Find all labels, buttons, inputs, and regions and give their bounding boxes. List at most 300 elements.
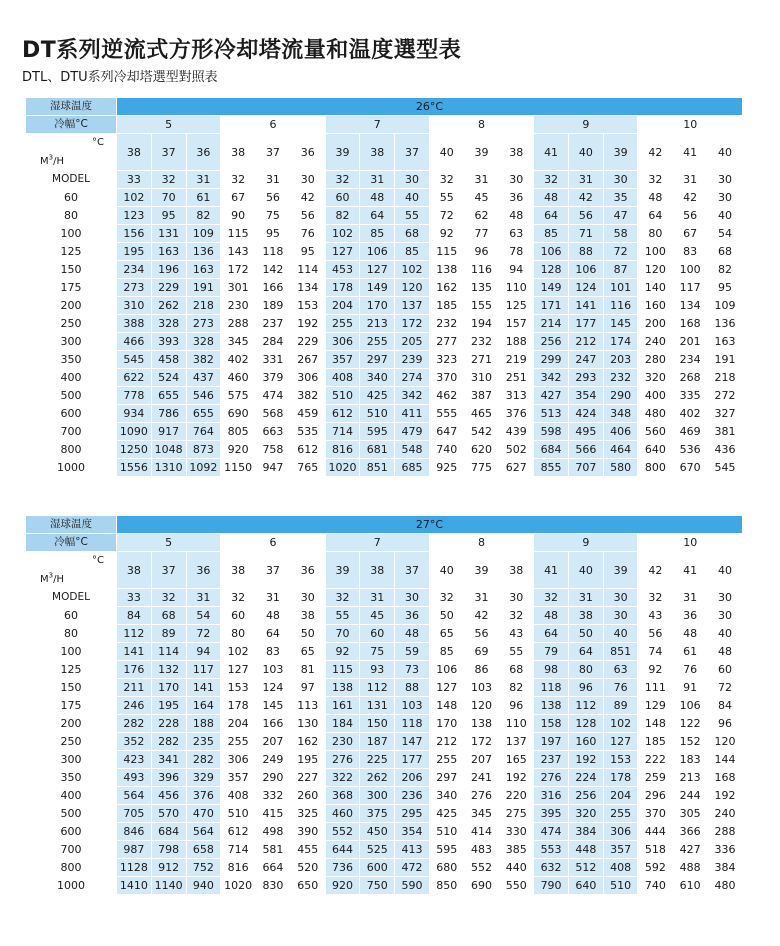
flow-value-cell: 177 (568, 315, 603, 333)
flow-value-cell: 560 (638, 423, 673, 441)
flow-value-cell: 211 (117, 679, 152, 697)
flow-value-cell: 128 (534, 261, 569, 279)
flow-value-cell: 143 (221, 243, 256, 261)
inlet-temp-cell: 40 (708, 134, 743, 171)
range-group: 8 (429, 534, 533, 552)
flow-value-cell: 328 (186, 333, 221, 351)
flow-value-cell: 664 (256, 859, 291, 877)
flow-value-cell: 650 (290, 877, 325, 895)
flow-value-cell: 114 (290, 261, 325, 279)
flow-value-cell: 280 (638, 351, 673, 369)
flow-value-cell: 43 (638, 607, 673, 625)
flow-value-cell: 620 (464, 441, 499, 459)
flow-value-cell: 282 (117, 715, 152, 733)
flow-value-cell: 472 (395, 859, 430, 877)
flow-value-cell: 200 (638, 315, 673, 333)
flow-value-cell: 218 (186, 297, 221, 315)
flow-value-cell: 137 (395, 297, 430, 315)
range-group: 10 (638, 116, 743, 134)
flow-value-cell: 947 (256, 459, 291, 477)
flow-value-cell: 510 (360, 405, 395, 423)
flow-value-cell: 114 (151, 643, 186, 661)
flow-value-cell: 440 (499, 859, 534, 877)
flow-value-cell: 82 (325, 207, 360, 225)
flow-value-cell: 125 (499, 297, 534, 315)
table-row (26, 643, 743, 661)
flow-value-cell: 816 (221, 859, 256, 877)
model-cell: 500 (26, 805, 117, 823)
flow-value-cell: 48 (673, 625, 708, 643)
outlet-temp-cell: 31 (673, 171, 708, 189)
flow-value-cell: 195 (290, 751, 325, 769)
model-cell: 800 (26, 441, 117, 459)
flow-value-cell: 740 (429, 441, 464, 459)
flow-value-cell: 76 (673, 661, 708, 679)
flow-value-cell: 127 (429, 679, 464, 697)
inlet-temp-cell: 39 (325, 134, 360, 171)
flow-value-cell: 455 (290, 841, 325, 859)
flow-value-cell: 48 (360, 189, 395, 207)
flow-value-cell: 262 (360, 769, 395, 787)
flow-value-cell: 379 (256, 369, 291, 387)
flow-unit-cell (26, 552, 117, 589)
flow-value-cell: 162 (290, 733, 325, 751)
flow-value-cell: 750 (360, 877, 395, 895)
flow-value-cell: 310 (464, 369, 499, 387)
flow-value-cell: 73 (395, 661, 430, 679)
flow-value-cell: 48 (499, 207, 534, 225)
model-cell: 125 (26, 661, 117, 679)
flow-value-cell: 78 (499, 243, 534, 261)
flow-value-cell: 68 (151, 607, 186, 625)
flow-value-cell: 45 (464, 189, 499, 207)
flow-value-cell: 188 (186, 715, 221, 733)
flow-value-cell: 232 (464, 333, 499, 351)
flow-value-cell: 48 (708, 643, 743, 661)
flow-value-cell: 681 (360, 441, 395, 459)
flow-value-cell: 149 (534, 279, 569, 297)
table-row (26, 805, 743, 823)
flow-value-cell: 163 (151, 243, 186, 261)
outlet-temp-cell: 32 (534, 589, 569, 607)
flow-value-cell: 177 (395, 751, 430, 769)
flow-value-cell: 64 (534, 625, 569, 643)
flow-value-cell: 124 (568, 279, 603, 297)
flow-value-cell: 469 (673, 423, 708, 441)
flow-value-cell: 385 (499, 841, 534, 859)
flow-value-cell: 518 (638, 841, 673, 859)
flow-value-cell: 219 (499, 351, 534, 369)
flow-value-cell: 131 (360, 697, 395, 715)
flow-value-cell: 92 (638, 661, 673, 679)
flow-value-cell: 765 (290, 459, 325, 477)
flow-value-cell: 450 (360, 823, 395, 841)
flow-value-cell: 95 (290, 243, 325, 261)
flow-value-cell: 117 (673, 279, 708, 297)
flow-value-cell: 213 (360, 315, 395, 333)
flow-value-cell: 354 (395, 823, 430, 841)
flow-value-cell: 116 (603, 297, 638, 315)
flow-value-cell: 273 (186, 315, 221, 333)
flow-value-cell: 40 (708, 207, 743, 225)
flow-value-cell: 30 (708, 607, 743, 625)
flow-value-cell: 69 (464, 643, 499, 661)
flow-value-cell: 88 (395, 679, 430, 697)
flow-value-cell: 106 (360, 243, 395, 261)
flow-value-cell: 94 (186, 643, 221, 661)
flow-value-cell: 851 (603, 643, 638, 661)
outlet-temp-cell: 31 (568, 171, 603, 189)
flow-value-cell: 580 (603, 459, 638, 477)
flow-value-cell: 575 (221, 387, 256, 405)
flow-value-cell: 912 (151, 859, 186, 877)
flow-value-cell: 89 (151, 625, 186, 643)
flow-value-cell: 290 (256, 769, 291, 787)
flow-value-cell: 185 (429, 297, 464, 315)
table-row (26, 243, 743, 261)
table-row (26, 769, 743, 787)
flow-value-cell: 58 (603, 225, 638, 243)
flow-value-cell: 512 (568, 859, 603, 877)
flow-value-cell: 342 (534, 369, 569, 387)
outlet-temp-cell: 33 (117, 171, 152, 189)
table-row (26, 225, 743, 243)
flow-value-cell: 851 (360, 459, 395, 477)
flow-value-cell: 127 (603, 733, 638, 751)
flow-value-cell: 153 (603, 751, 638, 769)
flow-value-cell: 75 (256, 207, 291, 225)
flow-value-cell: 82 (708, 261, 743, 279)
flow-value-cell: 1150 (221, 459, 256, 477)
flow-value-cell: 30 (603, 607, 638, 625)
flow-value-cell: 595 (429, 841, 464, 859)
flow-value-cell: 846 (117, 823, 152, 841)
flow-value-cell: 205 (395, 333, 430, 351)
flow-value-cell: 72 (603, 243, 638, 261)
flow-value-cell: 464 (603, 441, 638, 459)
flow-value-cell: 548 (395, 441, 430, 459)
flow-value-cell: 112 (360, 679, 395, 697)
flow-value-cell: 103 (256, 661, 291, 679)
flow-value-cell: 453 (325, 261, 360, 279)
flow-value-cell: 764 (186, 423, 221, 441)
flow-value-cell: 305 (673, 805, 708, 823)
inlet-temp-cell: 40 (568, 134, 603, 171)
flow-value-cell: 172 (221, 261, 256, 279)
outlet-temp-cell: 31 (256, 589, 291, 607)
flow-value-cell: 222 (638, 751, 673, 769)
flow-value-cell: 752 (186, 859, 221, 877)
flow-value-cell: 284 (256, 333, 291, 351)
table-row (26, 697, 743, 715)
flow-value-cell: 655 (186, 405, 221, 423)
flow-value-cell: 335 (673, 387, 708, 405)
flow-value-cell: 336 (708, 841, 743, 859)
flow-value-cell: 168 (708, 769, 743, 787)
model-cell: 400 (26, 787, 117, 805)
page-title: DT系列逆流式方形冷却塔流量和温度選型表 (22, 38, 462, 63)
flow-value-cell: 82 (186, 207, 221, 225)
flow-value-cell: 172 (464, 733, 499, 751)
flow-value-cell: 474 (534, 823, 569, 841)
inlet-temp-cell: 38 (117, 134, 152, 171)
flow-value-cell: 282 (151, 733, 186, 751)
flow-value-cell: 138 (464, 715, 499, 733)
flow-value-cell: 327 (708, 405, 743, 423)
flow-value-cell: 259 (638, 769, 673, 787)
flow-value-cell: 488 (673, 859, 708, 877)
flow-value-cell: 247 (568, 351, 603, 369)
flow-value-cell: 322 (325, 769, 360, 787)
flow-value-cell: 42 (673, 189, 708, 207)
table-row (26, 751, 743, 769)
flow-value-cell: 237 (256, 315, 291, 333)
wet-bulb-temperature: 27°C (117, 516, 743, 534)
flow-value-cell: 97 (290, 679, 325, 697)
flow-value-cell: 123 (117, 207, 152, 225)
table-row (26, 351, 743, 369)
wet-bulb-label: 湿球温度 (26, 98, 117, 116)
flow-value-cell: 940 (186, 877, 221, 895)
flow-value-cell: 84 (708, 697, 743, 715)
flow-value-cell: 213 (673, 769, 708, 787)
flow-value-cell: 100 (638, 243, 673, 261)
flow-value-cell: 707 (568, 459, 603, 477)
inlet-temp-cell: 41 (673, 134, 708, 171)
outlet-temp-cell: 32 (151, 171, 186, 189)
outlet-temp-cell: 31 (360, 171, 395, 189)
outlet-temp-cell: 31 (186, 589, 221, 607)
flow-value-cell: 102 (325, 225, 360, 243)
flow-value-cell: 109 (708, 297, 743, 315)
flow-value-cell: 138 (325, 679, 360, 697)
header-row-outlet-temps (26, 589, 743, 607)
inlet-temp-cell: 37 (151, 134, 186, 171)
flow-value-cell: 204 (221, 715, 256, 733)
flow-value-cell: 64 (638, 207, 673, 225)
flow-value-cell: 255 (360, 333, 395, 351)
flow-value-cell: 171 (534, 297, 569, 315)
flow-value-cell: 102 (117, 189, 152, 207)
inlet-temp-cell: 41 (673, 552, 708, 589)
flow-value-cell: 778 (117, 387, 152, 405)
flow-value-cell: 249 (256, 751, 291, 769)
model-cell: 800 (26, 859, 117, 877)
flow-value-cell: 241 (464, 769, 499, 787)
flow-value-cell: 553 (534, 841, 569, 859)
flow-value-cell: 568 (256, 405, 291, 423)
flow-value-cell: 153 (290, 297, 325, 315)
table-row (26, 297, 743, 315)
flow-value-cell: 94 (499, 261, 534, 279)
flow-value-cell: 40 (708, 625, 743, 643)
flow-value-cell: 157 (499, 315, 534, 333)
flow-value-cell: 48 (256, 607, 291, 625)
outlet-temp-cell: 32 (429, 589, 464, 607)
flow-value-cell: 80 (221, 625, 256, 643)
flow-value-cell: 142 (256, 261, 291, 279)
flow-value-cell: 166 (256, 715, 291, 733)
flow-value-cell: 83 (673, 243, 708, 261)
flow-value-cell: 427 (534, 387, 569, 405)
flow-value-cell: 273 (117, 279, 152, 297)
flow-value-cell: 320 (568, 805, 603, 823)
flow-value-cell: 207 (256, 733, 291, 751)
table-row (26, 607, 743, 625)
flow-value-cell: 195 (117, 243, 152, 261)
outlet-temp-cell: 32 (534, 171, 569, 189)
flow-value-cell: 425 (429, 805, 464, 823)
table-row (26, 189, 743, 207)
range-group: 5 (117, 534, 221, 552)
flow-value-cell: 118 (534, 679, 569, 697)
flow-value-cell: 297 (429, 769, 464, 787)
flow-value-cell: 332 (256, 787, 291, 805)
flow-value-cell: 437 (186, 369, 221, 387)
header-row-wet-bulb (26, 516, 743, 534)
outlet-temp-cell: 32 (151, 589, 186, 607)
flow-value-cell: 172 (395, 315, 430, 333)
flow-value-cell: 382 (186, 351, 221, 369)
outlet-temp-cell: 31 (256, 171, 291, 189)
flow-value-cell: 170 (360, 297, 395, 315)
flow-value-cell: 141 (186, 679, 221, 697)
flow-value-cell: 120 (708, 733, 743, 751)
flow-value-cell: 230 (221, 297, 256, 315)
flow-value-cell: 740 (638, 877, 673, 895)
flow-value-cell: 502 (499, 441, 534, 459)
flow-value-cell: 256 (568, 787, 603, 805)
flow-value-cell: 329 (186, 769, 221, 787)
inlet-temp-cell: 39 (603, 134, 638, 171)
flow-value-cell: 987 (117, 841, 152, 859)
flow-value-cell: 388 (117, 315, 152, 333)
flow-value-cell: 460 (221, 369, 256, 387)
flow-value-cell: 92 (325, 643, 360, 661)
flow-value-cell: 542 (464, 423, 499, 441)
flow-value-cell: 413 (395, 841, 430, 859)
flow-value-cell: 135 (464, 279, 499, 297)
outlet-temp-cell: 32 (221, 589, 256, 607)
flow-value-cell: 117 (186, 661, 221, 679)
flow-value-cell: 55 (429, 189, 464, 207)
outlet-temp-cell: 31 (568, 589, 603, 607)
flow-value-cell: 168 (673, 315, 708, 333)
inlet-temp-cell: 42 (638, 134, 673, 171)
table-row (26, 733, 743, 751)
flow-value-cell: 194 (464, 315, 499, 333)
flow-value-cell: 61 (673, 643, 708, 661)
flow-value-cell: 102 (395, 261, 430, 279)
outlet-temp-cell: 31 (360, 589, 395, 607)
flow-value-cell: 684 (534, 441, 569, 459)
model-cell: 200 (26, 715, 117, 733)
flow-value-cell: 1090 (117, 423, 152, 441)
flow-value-cell: 458 (151, 351, 186, 369)
flow-value-cell: 36 (499, 189, 534, 207)
flow-value-cell: 40 (395, 189, 430, 207)
inlet-temp-cell: 38 (499, 134, 534, 171)
flow-value-cell: 376 (186, 787, 221, 805)
flow-value-cell: 85 (429, 643, 464, 661)
flow-value-cell: 256 (534, 333, 569, 351)
flow-value-cell: 95 (708, 279, 743, 297)
flow-value-cell: 158 (534, 715, 569, 733)
flow-value-cell: 134 (290, 279, 325, 297)
flow-value-cell: 80 (568, 661, 603, 679)
flow-value-cell: 150 (360, 715, 395, 733)
flow-value-cell: 536 (673, 441, 708, 459)
flow-value-cell: 64 (534, 207, 569, 225)
flow-value-cell: 118 (256, 243, 291, 261)
flow-value-cell: 116 (464, 261, 499, 279)
flow-value-cell: 72 (186, 625, 221, 643)
flow-value-cell: 48 (534, 189, 569, 207)
table-row (26, 787, 743, 805)
flow-value-cell: 60 (360, 625, 395, 643)
inlet-temp-cell: 38 (499, 552, 534, 589)
flow-value-cell: 93 (360, 661, 395, 679)
flow-value-cell: 112 (568, 697, 603, 715)
flow-value-cell: 276 (534, 769, 569, 787)
flow-value-cell: 411 (395, 405, 430, 423)
flow-value-cell: 96 (568, 679, 603, 697)
flow-value-cell: 191 (708, 351, 743, 369)
flow-value-cell: 448 (568, 841, 603, 859)
flow-value-cell: 690 (221, 405, 256, 423)
flow-value-cell: 106 (673, 697, 708, 715)
selection-table-27c (25, 515, 743, 895)
flow-value-cell: 402 (673, 405, 708, 423)
flow-unit-cell (26, 134, 117, 171)
flow-value-cell: 64 (256, 625, 291, 643)
flow-value-cell: 63 (499, 225, 534, 243)
flow-value-cell: 207 (464, 751, 499, 769)
flow-value-cell: 714 (325, 423, 360, 441)
flow-value-cell: 348 (603, 405, 638, 423)
flow-value-cell: 381 (708, 423, 743, 441)
flow-value-cell: 612 (290, 441, 325, 459)
flow-value-cell: 479 (395, 423, 430, 441)
flow-value-cell: 663 (256, 423, 291, 441)
flow-value-cell: 106 (429, 661, 464, 679)
flow-value-cell: 235 (186, 733, 221, 751)
flow-value-cell: 251 (499, 369, 534, 387)
flow-value-cell: 685 (395, 459, 430, 477)
flow-value-cell: 227 (290, 769, 325, 787)
flow-value-cell: 1310 (151, 459, 186, 477)
flow-value-cell: 244 (673, 787, 708, 805)
flow-value-cell: 64 (360, 207, 395, 225)
inlet-temp-cell: 38 (221, 134, 256, 171)
flow-value-cell: 387 (464, 387, 499, 405)
flow-value-cell: 301 (221, 279, 256, 297)
flow-value-cell: 228 (151, 715, 186, 733)
inlet-temp-cell: 38 (360, 552, 395, 589)
flow-value-cell: 56 (256, 189, 291, 207)
model-cell: 700 (26, 841, 117, 859)
flow-value-cell: 161 (325, 697, 360, 715)
flow-value-cell: 306 (221, 751, 256, 769)
range-group: 8 (429, 116, 533, 134)
flow-value-cell: 934 (117, 405, 152, 423)
flow-value-cell: 1250 (117, 441, 152, 459)
flow-value-cell: 68 (395, 225, 430, 243)
flow-value-cell: 56 (673, 207, 708, 225)
flow-value-cell: 370 (429, 369, 464, 387)
flow-value-cell: 170 (151, 679, 186, 697)
flow-value-cell: 331 (256, 351, 291, 369)
